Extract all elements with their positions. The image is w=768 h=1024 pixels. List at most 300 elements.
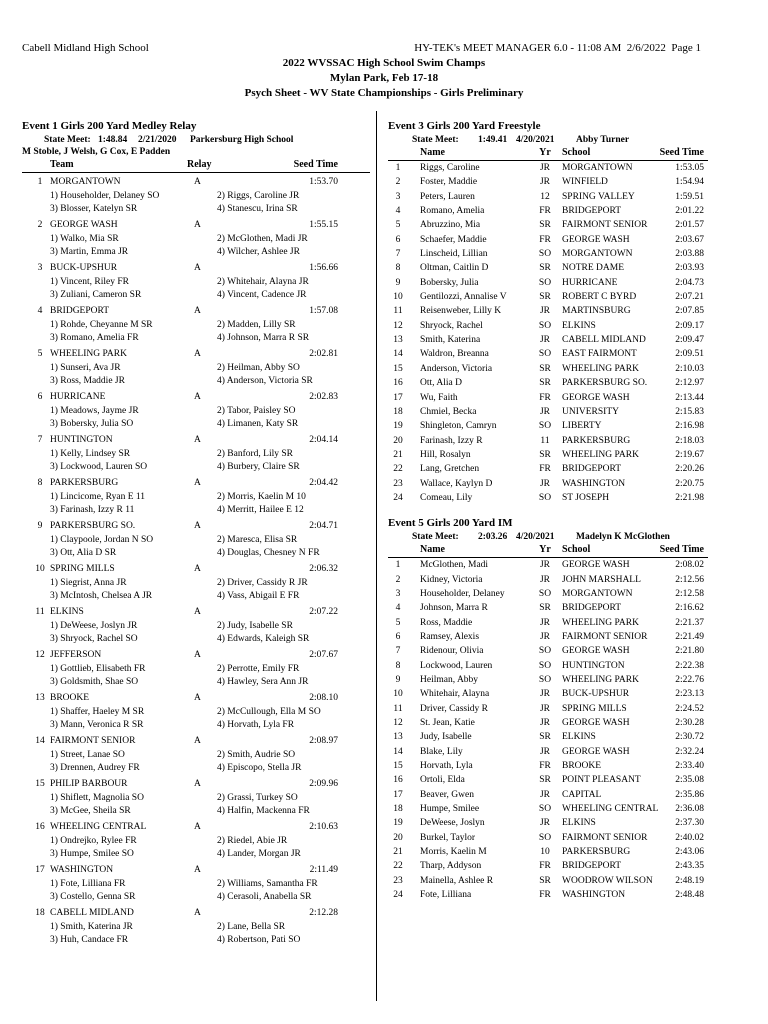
year: FR [539, 890, 551, 901]
relay-row [22, 173, 370, 216]
swimmer-name: Schaefer, Maddie [420, 234, 487, 245]
school: BRIDGEPORT [562, 861, 622, 872]
swimmer-1: 1) Meadows, Jayme JR [50, 406, 139, 416]
seed-time: 2:32.24 [675, 746, 704, 757]
event-title: Event 3 Girls 200 Yard Freestyle [388, 120, 541, 132]
relay-letter: A [194, 865, 201, 875]
school: FAIRMONT SENIOR [562, 220, 648, 231]
school: UNIVERSITY [562, 406, 619, 417]
relay-letter: A [194, 693, 201, 703]
place: 8 [395, 263, 401, 274]
entry-row [388, 687, 708, 701]
place: 15 [393, 363, 403, 374]
seed-time: 1:59.51 [675, 191, 704, 202]
swimmer-2: 2) Tabor, Paisley SO [217, 406, 296, 416]
seed-time: 2:09.47 [675, 335, 704, 346]
relay-letter: A [194, 306, 201, 316]
relay-letter: A [194, 779, 201, 789]
swimmer-name: Ross, Maddie [420, 617, 473, 628]
relay-row [22, 732, 370, 775]
swimmer-3: 3) Martin, Emma JR [50, 247, 129, 257]
state-meet-record [388, 134, 708, 146]
entry-row [388, 730, 708, 744]
swimmer-2: 2) Perrotte, Emily FR [217, 664, 300, 674]
column-divider [376, 111, 377, 1001]
school: ROBERT C BYRD [562, 292, 637, 303]
seed-time: 2:43.35 [675, 861, 704, 872]
entry-row [388, 218, 708, 232]
entry-row [388, 659, 708, 673]
school: NOTRE DAME [562, 263, 625, 274]
seed-time: 2:37.30 [675, 818, 704, 829]
year: JR [539, 689, 551, 700]
seed-time: 2:22.38 [675, 660, 704, 671]
place: 21 [393, 449, 403, 460]
school: BRIDGEPORT [562, 206, 622, 217]
team-name: ELKINS [50, 607, 84, 617]
year: SR [539, 263, 551, 274]
state-meet-date: 2/21/2020 [138, 135, 177, 145]
relay-letter: A [194, 435, 201, 445]
year: JR [539, 789, 551, 800]
seed-time: 2:12.97 [675, 378, 704, 389]
place: 10 [393, 292, 403, 303]
swimmer-name: Mainella, Ashlee R [420, 875, 494, 886]
entry-row [388, 831, 708, 845]
relay-row [22, 861, 370, 904]
place: 11 [393, 306, 403, 317]
swimmer-name: DeWeese, Joslyn [420, 818, 485, 829]
entry-row [388, 304, 708, 318]
swimmer-3: 3) Humpe, Smilee SO [50, 849, 134, 859]
swimmer-name: Smith, Katerina [420, 335, 481, 346]
year: SO [538, 646, 552, 657]
swimmer-name: Judy, Isabelle [420, 732, 472, 743]
col-school: School [562, 147, 591, 158]
seed-time: 2:18.03 [675, 435, 704, 446]
seed-time: 2:15.83 [675, 406, 704, 417]
swimmer-name: Ramsey, Alexis [420, 631, 480, 642]
swimmer-2: 2) Maresca, Elisa SR [217, 535, 298, 545]
event-title: Event 5 Girls 200 Yard IM [388, 517, 513, 530]
entry-row [388, 319, 708, 333]
swimmer-1: 1) Householder, Delaney SO [50, 191, 160, 201]
col-seed: Seed Time [293, 159, 338, 170]
event-3-section [388, 118, 708, 505]
meet-title: 2022 WVSSAC High School Swim Champs [282, 57, 486, 69]
year: SR [539, 732, 551, 743]
col-name: Name [420, 544, 445, 556]
team-name: BROOKE [50, 693, 90, 703]
swimmer-name: St. Jean, Katie [420, 718, 475, 729]
swimmer-2: 2) Morris, Kaelin M 10 [217, 492, 306, 502]
school: JOHN MARSHALL [562, 574, 641, 585]
swimmer-1: 1) Fote, Lilliana FR [50, 879, 126, 889]
relay-letter: A [194, 736, 201, 746]
swimmer-2: 2) Banford, Lily SR [217, 449, 293, 459]
seed-time: 2:13.44 [675, 392, 704, 403]
swimmer-4: 4) Episcopo, Stella JR [217, 763, 302, 773]
year: FR [539, 861, 551, 872]
entry-row [388, 716, 708, 730]
seed-time: 2:20.26 [675, 464, 704, 475]
place: 2 [395, 574, 401, 585]
header-software: HY-TEK's MEET MANAGER 6.0 - 11:08 AM 2/6/2022 Page 1 [414, 42, 701, 54]
swimmer-4: 4) Douglas, Chesney N FR [217, 548, 320, 558]
seed-time: 2:12.56 [675, 574, 704, 585]
swimmer-2: 2) Lane, Bella SR [217, 922, 286, 932]
team-name: WASHINGTON [50, 865, 114, 875]
swimmer-name: Burkel, Taylor [420, 832, 476, 843]
year: 10 [540, 847, 550, 858]
team-name: WHEELING PARK [50, 349, 127, 359]
relay-letter: A [194, 392, 201, 402]
state-meet-time: 1:49.41 [478, 135, 508, 145]
place: 4 [37, 306, 43, 316]
entry-row [388, 204, 708, 218]
swimmer-4: 4) Vass, Abigail E FR [217, 591, 300, 601]
swimmer-1: 1) Siegrist, Anna JR [50, 578, 127, 588]
entry-row [388, 745, 708, 759]
school: HURRICANE [562, 277, 618, 288]
seed-time: 1:53.05 [675, 163, 704, 173]
seed-time: 2:22.76 [675, 675, 704, 685]
entry-row [388, 759, 708, 773]
place: 24 [393, 890, 403, 901]
seed-time: 2:20.75 [675, 478, 704, 489]
swimmer-1: 1) Kelly, Lindsey SR [50, 449, 131, 459]
swimmer-name: Abruzzino, Mia [420, 220, 481, 231]
swimmer-4: 4) Stanescu, Irina SR [217, 204, 298, 214]
year: JR [539, 306, 551, 317]
swimmer-name: Horvath, Lyla [420, 761, 473, 772]
swimmer-name: Oltman, Caitlin D [420, 263, 489, 274]
place: 1 [395, 560, 401, 571]
entry-row [388, 859, 708, 873]
swimmer-2: 2) Driver, Cassidy R JR [217, 578, 308, 588]
place: 19 [393, 818, 403, 829]
place: 18 [393, 804, 403, 815]
entry-row [388, 491, 708, 505]
seed-time: 2:24.52 [675, 703, 704, 714]
col-school: School [562, 544, 591, 556]
year: JR [539, 617, 551, 628]
seed-time: 2:06.32 [309, 564, 338, 574]
column-headers [388, 146, 708, 161]
relay-letter: A [194, 521, 201, 531]
team-name: HUNTINGTON [50, 435, 113, 445]
place: 14 [35, 736, 45, 746]
place: 21 [393, 847, 403, 858]
swimmer-name: Whitehair, Alayna [420, 689, 490, 700]
col-yr: Yr [539, 544, 551, 556]
place: 5 [395, 617, 401, 628]
swimmer-3: 3) Farinash, Izzy R 11 [50, 505, 135, 515]
place: 20 [393, 832, 403, 843]
swimmer-2: 2) Heilman, Abby SO [217, 363, 300, 373]
entry-list [388, 558, 708, 902]
relay-row [22, 603, 370, 646]
year: JR [539, 406, 551, 417]
swimmer-name: Tharp, Addyson [420, 861, 482, 872]
year: JR [539, 163, 551, 173]
sheet-title: Psych Sheet - WV State Championships - Girls Preliminary [244, 87, 524, 99]
relay-row [22, 560, 370, 603]
seed-time: 2:02.83 [309, 392, 338, 402]
school: ELKINS [562, 732, 596, 743]
school: PARKERSBURG [562, 435, 631, 446]
seed-time: 2:21.49 [675, 631, 704, 642]
relay-letter: A [194, 607, 201, 617]
entry-row [388, 874, 708, 888]
seed-time: 2:30.72 [675, 732, 704, 743]
seed-time: 2:07.21 [675, 292, 704, 303]
state-meet-label: State Meet: [412, 532, 459, 543]
seed-time: 2:16.98 [675, 421, 704, 432]
place: 22 [393, 464, 403, 475]
school: HUNTINGTON [562, 660, 625, 671]
place: 9 [395, 675, 401, 685]
swimmer-name: Morris, Kaelin M [420, 847, 487, 858]
relay-letter: A [194, 822, 201, 832]
swimmer-3: 3) Lockwood, Lauren SO [50, 462, 148, 472]
place: 5 [37, 349, 43, 359]
swimmer-3: 3) Drennen, Audrey FR [50, 763, 140, 773]
entry-row [388, 161, 708, 175]
swimmer-3: 3) McIntosh, Chelsea A JR [50, 591, 153, 601]
place: 5 [395, 220, 401, 231]
year: JR [539, 818, 551, 829]
place: 15 [35, 779, 45, 789]
seed-time: 2:08.97 [309, 736, 338, 746]
school: CABELL MIDLAND [562, 335, 646, 346]
entry-row [388, 616, 708, 630]
place: 11 [393, 703, 403, 714]
place: 2 [395, 177, 401, 188]
entry-row [388, 477, 708, 491]
entry-row [388, 190, 708, 204]
year: FR [539, 464, 551, 475]
swimmer-name: Waldron, Breanna [420, 349, 489, 360]
swimmer-3: 3) Ross, Maddie JR [50, 376, 125, 386]
swimmer-name: Peters, Lauren [420, 191, 475, 202]
team-name: HURRICANE [50, 392, 106, 402]
relay-letter: A [194, 908, 201, 918]
state-meet-label: State Meet: [412, 135, 459, 145]
school: POINT PLEASANT [562, 775, 641, 786]
year: FR [539, 761, 551, 772]
relay-letter: A [194, 177, 201, 187]
entry-row [388, 802, 708, 816]
seed-time: 1:54.94 [675, 177, 704, 188]
state-meet-time: 1:48.84 [98, 135, 128, 145]
year: SR [539, 292, 551, 303]
entry-row [388, 247, 708, 261]
school: MORGANTOWN [562, 249, 633, 260]
year: SO [538, 320, 552, 331]
year: SO [538, 660, 552, 671]
seed-time: 2:40.02 [675, 832, 704, 843]
swimmer-name: Heilman, Abby [420, 675, 479, 685]
swimmer-2: 2) Smith, Audrie SO [217, 750, 296, 760]
entry-row [388, 644, 708, 658]
place: 14 [393, 746, 403, 757]
seed-time: 2:12.58 [675, 588, 704, 599]
entry-row [388, 333, 708, 347]
school: PARKERSBURG SO. [562, 378, 648, 389]
event-1-section [22, 118, 370, 947]
place: 23 [393, 875, 403, 886]
year: JR [539, 718, 551, 729]
relay-letter: A [194, 650, 201, 660]
relay-letter: A [194, 263, 201, 273]
place: 6 [37, 392, 43, 402]
place: 12 [35, 650, 45, 660]
state-meet-time: 2:03.26 [478, 532, 508, 543]
entry-row [388, 558, 708, 572]
year: JR [539, 746, 551, 757]
school: BRIDGEPORT [562, 464, 622, 475]
col-name: Name [420, 147, 445, 158]
state-meet-label: State Meet: [44, 135, 91, 145]
team-name: JEFFERSON [50, 650, 102, 660]
column-headers [388, 543, 708, 558]
swimmer-4: 4) Hawley, Sera Ann JR [217, 677, 309, 687]
year: FR [539, 392, 551, 403]
swimmer-4: 4) Burbery, Claire SR [217, 462, 300, 472]
seed-time: 2:04.14 [309, 435, 338, 445]
seed-time: 2:21.80 [675, 646, 704, 657]
place: 15 [393, 761, 403, 772]
place: 7 [395, 646, 401, 657]
year: SO [538, 249, 552, 260]
year: SO [538, 675, 552, 685]
team-name: GEORGE WASH [50, 220, 118, 230]
swimmer-name: Lang, Gretchen [420, 464, 480, 475]
swimmer-4: 4) Vincent, Cadence JR [217, 290, 307, 300]
year: JR [539, 335, 551, 346]
seed-time: 2:09.96 [309, 779, 338, 789]
year: SO [538, 421, 552, 432]
school: CAPITAL [562, 789, 602, 800]
swimmer-4: 4) Wilcher, Ashlee JR [217, 247, 300, 257]
swimmer-1: 1) Street, Lanae SO [50, 750, 125, 760]
team-name: PARKERSBURG SO. [50, 521, 136, 531]
swimmer-name: Chmiel, Becka [420, 406, 477, 417]
place: 2 [37, 220, 43, 230]
state-meet-holder: Madelyn K McGlothen [576, 532, 670, 543]
state-meet-holder: Abby Turner [576, 135, 630, 145]
swimmer-1: 1) Smith, Katerina JR [50, 922, 133, 932]
swimmer-1: 1) Rohde, Cheyanne M SR [50, 320, 153, 330]
place: 3 [37, 263, 43, 273]
swimmer-4: 4) Halfin, Mackenna FR [217, 806, 310, 816]
entry-row [388, 587, 708, 601]
place: 16 [393, 378, 403, 389]
place: 7 [37, 435, 43, 445]
swimmer-4: 4) Anderson, Victoria SR [217, 376, 313, 386]
seed-time: 2:01.22 [675, 206, 704, 217]
seed-time: 2:10.63 [309, 822, 338, 832]
swimmer-name: Wu, Faith [420, 392, 458, 403]
school: WHEELING PARK [562, 449, 639, 460]
place: 13 [393, 335, 403, 346]
swimmer-name: Fote, Lilliana [420, 890, 472, 901]
place: 19 [393, 421, 403, 432]
swimmer-name: Linscheid, Lillian [420, 249, 488, 260]
right-column [388, 118, 708, 903]
entry-row [388, 773, 708, 787]
place: 16 [393, 775, 403, 786]
entry-row [388, 347, 708, 361]
relay-row [22, 345, 370, 388]
entry-row [388, 448, 708, 462]
swimmer-2: 2) Whitehair, Alayna JR [217, 277, 309, 287]
school: WASHINGTON [562, 890, 626, 901]
swimmer-3: 3) Ott, Alia D SR [50, 548, 117, 558]
swimmer-2: 2) Riggs, Caroline JR [217, 191, 300, 201]
seed-time: 2:03.88 [675, 249, 704, 260]
swimmer-3: 3) Costello, Genna SR [50, 892, 136, 902]
school: WINFIELD [562, 177, 608, 188]
swimmer-name: Beaver, Gwen [420, 789, 474, 800]
seed-time: 2:12.28 [309, 908, 338, 918]
swimmer-name: Wallace, Kaylyn D [420, 478, 493, 489]
place: 17 [393, 789, 403, 800]
swimmer-name: Johnson, Marra R [420, 603, 488, 614]
entry-row [388, 845, 708, 859]
col-seed: Seed Time [659, 147, 704, 158]
team-name: PHILIP BARBOUR [50, 779, 128, 789]
swimmer-4: 4) Edwards, Kaleigh SR [217, 634, 310, 644]
entry-row [388, 261, 708, 275]
entry-row [388, 376, 708, 390]
place: 1 [395, 163, 401, 173]
swimmer-name: Gentilozzi, Annalise V [420, 292, 507, 303]
school: GEORGE WASH [562, 746, 630, 757]
year: SO [538, 277, 552, 288]
year: SO [538, 349, 552, 360]
swimmer-4: 4) Horvath, Lyla FR [217, 720, 295, 730]
entry-row [388, 391, 708, 405]
entry-row [388, 276, 708, 290]
year: FR [539, 234, 551, 245]
seed-time: 2:09.51 [675, 349, 704, 360]
swimmer-3: 3) Mann, Veronica R SR [50, 720, 144, 730]
school: GEORGE WASH [562, 392, 630, 403]
place: 16 [35, 822, 45, 832]
swimmer-3: 3) Romano, Amelia FR [50, 333, 139, 343]
place: 22 [393, 861, 403, 872]
place: 7 [395, 249, 401, 260]
entry-row [388, 673, 708, 687]
place: 20 [393, 435, 403, 446]
relay-letter: A [194, 349, 201, 359]
relay-letter: A [194, 564, 201, 574]
swimmer-name: Hill, Rosalyn [420, 449, 471, 460]
header-school: Cabell Midland High School [22, 42, 149, 54]
team-name: SPRING MILLS [50, 564, 115, 574]
year: SR [539, 363, 551, 374]
school: SPRING MILLS [562, 703, 627, 714]
swimmer-2: 2) McGlothen, Madi JR [217, 234, 308, 244]
relay-row [22, 517, 370, 560]
team-name: PARKERSBURG [50, 478, 119, 488]
seed-time: 2:07.85 [675, 306, 704, 317]
year: SR [539, 220, 551, 231]
school: MARTINSBURG [562, 306, 631, 317]
school: PARKERSBURG [562, 847, 631, 858]
